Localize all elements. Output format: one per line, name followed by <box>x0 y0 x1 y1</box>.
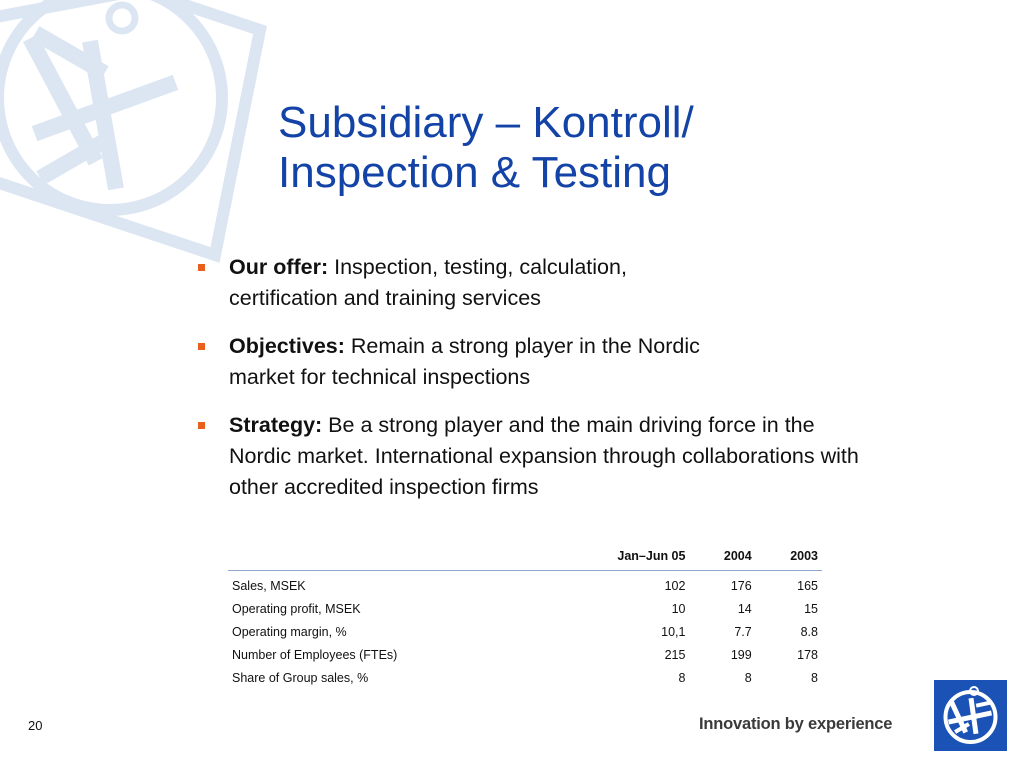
af-logo-icon <box>934 680 1007 751</box>
slide-title-line1: Subsidiary – Kontroll/ <box>278 98 694 147</box>
bullet-label: Strategy: <box>229 413 323 437</box>
slide-title-line2: Inspection & Testing <box>278 148 671 197</box>
watermark-emblem-icon <box>0 0 270 270</box>
table-row <box>228 666 822 689</box>
bullet-line <box>229 331 988 362</box>
bullet-label: Our offer: <box>229 255 329 279</box>
table-header-2004: 2004 <box>723 549 752 563</box>
cell-value: 215 <box>664 647 686 662</box>
cell-value: 8 <box>811 670 818 685</box>
bullet-text: Be a strong player and the main driving force in the <box>322 413 815 437</box>
bullet-line: market for technical inspections <box>229 365 531 389</box>
table-row <box>228 620 822 643</box>
bullet-marker-icon <box>198 343 205 350</box>
bullet-line: certification and training services <box>229 286 541 310</box>
table-row <box>228 597 822 620</box>
cell-value: 10 <box>671 601 686 616</box>
row-label: Operating margin, % <box>232 624 347 639</box>
cell-value: 176 <box>730 578 752 593</box>
cell-value: 199 <box>730 647 752 662</box>
table-header-2003: 2003 <box>790 549 818 563</box>
bullet-our-offer <box>198 252 988 314</box>
cell-value: 10,1 <box>661 624 686 639</box>
row-label: Share of Group sales, % <box>232 670 369 685</box>
row-label: Number of Employees (FTEs) <box>232 647 398 662</box>
bullet-marker-icon <box>198 264 205 271</box>
cell-value: 8 <box>678 670 686 685</box>
row-label: Sales, MSEK <box>232 578 306 593</box>
bullet-line: other accredited inspection firms <box>229 475 539 499</box>
table-header-period: Jan–Jun 05 <box>617 549 686 563</box>
row-label: Operating profit, MSEK <box>232 601 361 616</box>
cell-value: 8 <box>744 670 752 685</box>
af-logo-mark-icon <box>934 680 1007 751</box>
cell-value: 8.8 <box>800 624 818 639</box>
bullet-objectives <box>198 331 988 393</box>
bullet-text: Remain a strong player in the Nordic <box>344 334 700 358</box>
bullet-label: Objectives: <box>229 334 345 358</box>
bullet-list <box>198 252 988 520</box>
slide-title <box>278 98 694 198</box>
table-header-row <box>228 544 822 571</box>
bullet-text: Inspection, testing, calculation, <box>328 255 627 279</box>
cell-value: 15 <box>804 601 818 616</box>
footer-tagline: Innovation by experience <box>699 715 893 733</box>
bullet-line <box>229 410 988 441</box>
cell-value: 165 <box>797 578 818 593</box>
cell-value: 102 <box>664 578 686 593</box>
cell-value: 178 <box>797 647 818 662</box>
bullet-marker-icon <box>198 422 205 429</box>
bullet-line: Nordic market. International expansion through collaborations with <box>229 444 859 468</box>
cell-value: 14 <box>737 601 752 616</box>
page-number: 20 <box>28 718 43 733</box>
bullet-strategy <box>198 410 988 503</box>
table-row <box>228 571 822 598</box>
table-header-label <box>228 544 549 571</box>
financials-table <box>228 544 822 689</box>
table-row <box>228 643 822 666</box>
cell-value: 7.7 <box>734 624 752 639</box>
bullet-line <box>229 252 988 283</box>
